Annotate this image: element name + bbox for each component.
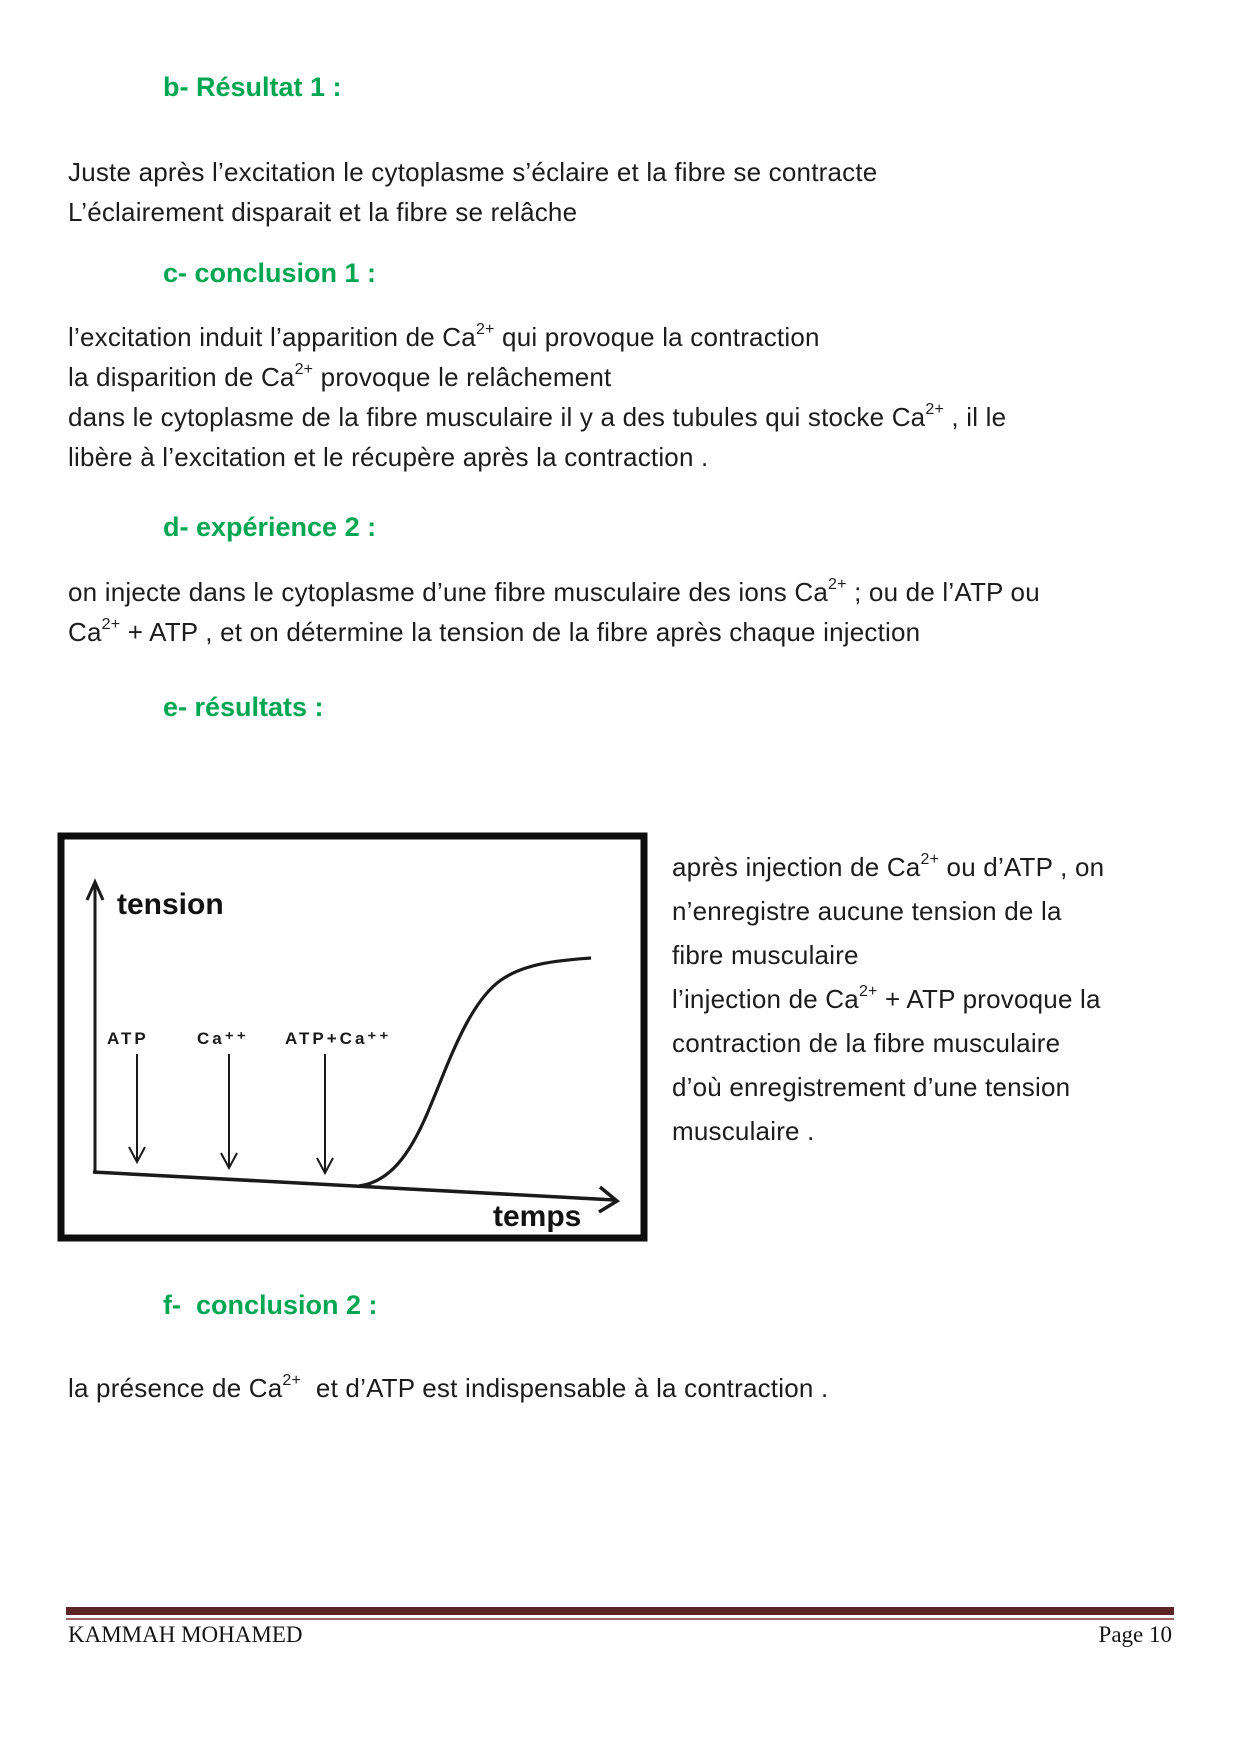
paragraph-conclusion1-line3 — [68, 401, 1006, 433]
text-run: et d’ATP est indispensable à la contraction . — [301, 1373, 829, 1403]
superscript-2plus: 2+ — [282, 1372, 302, 1390]
y-axis-label: tension — [117, 888, 224, 921]
injection-atp-ca-label: ATP+Ca⁺⁺ — [285, 1029, 392, 1048]
text-run: l’injection de Ca — [672, 984, 859, 1014]
superscript-2plus: 2+ — [475, 321, 495, 339]
heading-experience-2: d- expérience 2 : — [163, 512, 377, 542]
commentary-line3: fibre musculaire — [672, 940, 859, 970]
resultats-commentary — [672, 845, 1172, 1153]
injection-atp-label: ATP — [107, 1029, 149, 1048]
footer-author: KAMMAH MOHAMED — [68, 1622, 303, 1647]
paragraph-conclusion1-line2 — [68, 361, 611, 393]
heading-resultat-1: b- Résultat 1 : — [163, 72, 342, 102]
text-run: ou d’ATP , on — [939, 852, 1105, 882]
text-run: après injection de Ca — [672, 852, 921, 882]
paragraph-conclusion1-line4: libère à l’excitation et le récupère après la contraction . — [68, 442, 709, 472]
commentary-line5: contraction de la fibre musculaire — [672, 1028, 1061, 1058]
text-run: + ATP provoque la — [877, 984, 1101, 1014]
superscript-2plus: 2+ — [920, 851, 940, 869]
footer-rule-thin — [66, 1618, 1174, 1620]
footer-page-number: Page 10 — [1098, 1622, 1172, 1647]
superscript-2plus: 2+ — [925, 401, 944, 419]
commentary-line2: n’enregistre aucune tension de la — [672, 896, 1062, 926]
footer-rule-thick — [66, 1607, 1174, 1615]
commentary-line7: musculaire . — [672, 1116, 815, 1146]
text-run: dans le cytoplasme de la fibre musculaire il y a des tubules qui stocke Ca — [68, 402, 926, 432]
text-run: provoque le relâchement — [313, 362, 612, 392]
paragraph-conclusion1-line1 — [68, 321, 820, 353]
commentary-line6: d’où enregistrement d’une tension — [672, 1072, 1071, 1102]
x-axis-label: temps — [493, 1200, 582, 1233]
tension-temps-graph — [57, 832, 648, 1242]
text-run: on injecte dans le cytoplasme d’une fibre musculaire des ions Ca — [68, 577, 828, 607]
footer-rule — [66, 1607, 1174, 1620]
paragraph-resultat1-line1: Juste après l’excitation le cytoplasme s’éclaire et la fibre se contracte — [68, 157, 878, 187]
text-run: la présence de Ca — [68, 1373, 283, 1403]
heading-conclusion-2: f- conclusion 2 : — [163, 1290, 378, 1320]
injection-ca-label: Ca⁺⁺ — [197, 1029, 249, 1048]
text-run: + ATP , et on détermine la tension de la fibre après chaque injection — [120, 617, 921, 647]
paragraph-conclusion2 — [68, 1372, 828, 1404]
text-run: ; ou de l’ATP ou — [846, 577, 1040, 607]
paragraph-resultat1-line2: L’éclairement disparait et la fibre se relâche — [68, 197, 578, 227]
superscript-2plus: 2+ — [827, 576, 847, 594]
text-run: qui provoque la contraction — [494, 322, 820, 352]
text-run: Ca — [68, 617, 102, 647]
text-run: la disparition de Ca — [68, 362, 295, 392]
heading-conclusion-1: c- conclusion 1 : — [163, 258, 377, 288]
text-run: , il le — [944, 402, 1007, 432]
superscript-2plus: 2+ — [101, 616, 121, 634]
paragraph-experience2-line2 — [68, 616, 920, 648]
footer — [68, 1622, 1172, 1648]
paragraph-experience2-line1 — [68, 576, 1040, 608]
superscript-2plus: 2+ — [858, 983, 878, 1001]
commentary-line1 — [672, 845, 1172, 889]
superscript-2plus: 2+ — [294, 361, 314, 379]
commentary-line4 — [672, 977, 1172, 1021]
heading-resultats: e- résultats : — [163, 692, 324, 722]
text-run: l’excitation induit l’apparition de Ca — [68, 322, 476, 352]
